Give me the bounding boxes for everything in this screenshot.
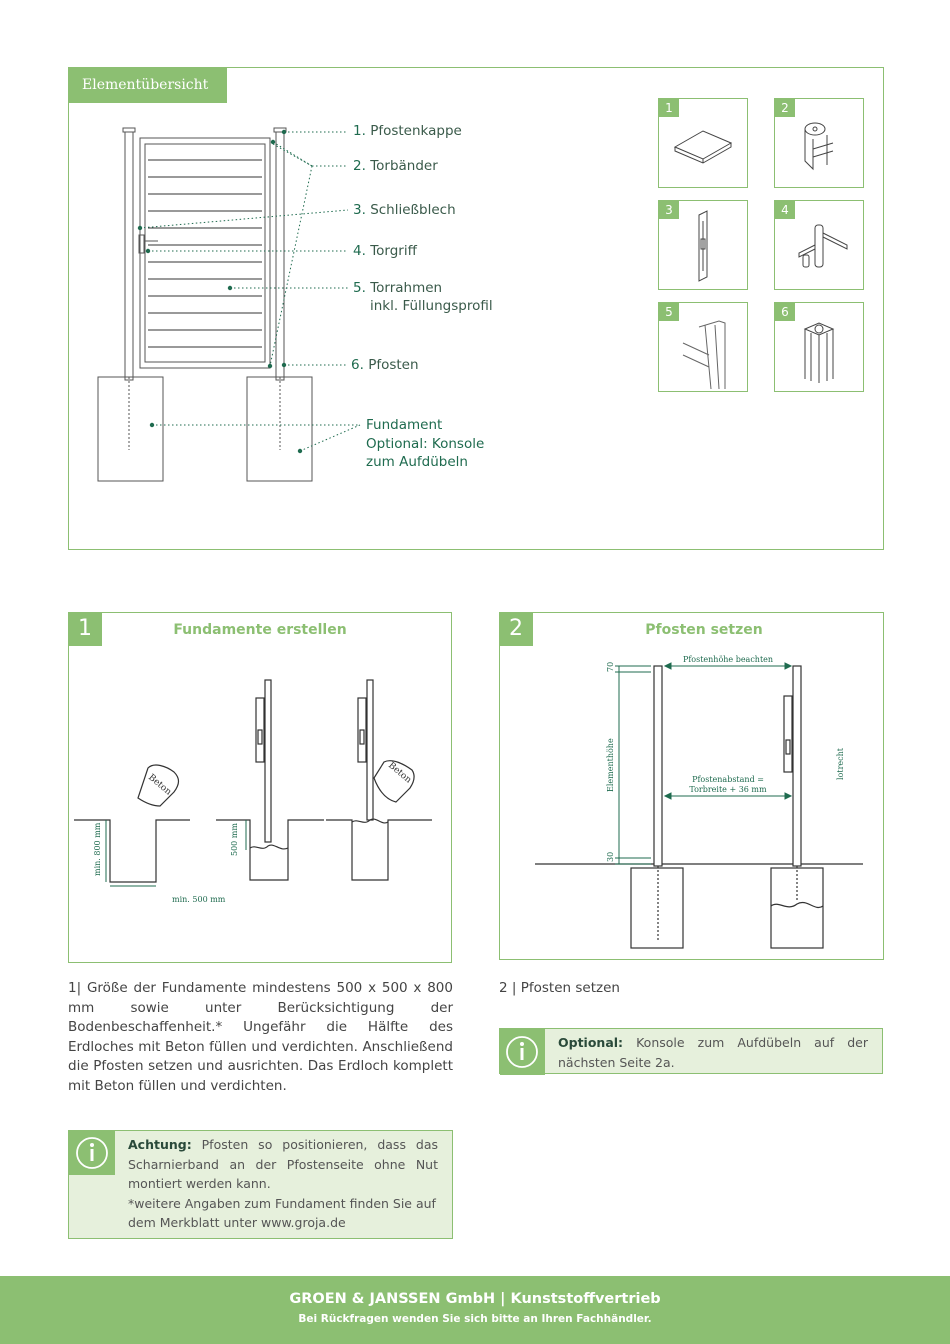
thumb-number: 3 xyxy=(659,201,679,219)
footer-company: GROEN & JANSSEN GmbH | Kunststoffvertrieb xyxy=(289,1291,661,1307)
info-icon xyxy=(69,1131,115,1175)
thumb-torbaender xyxy=(774,98,864,188)
handle-icon xyxy=(775,201,865,291)
optional-note-text xyxy=(558,1033,868,1072)
foundation-label xyxy=(366,416,484,472)
warning-note-text xyxy=(128,1135,438,1233)
cap-icon xyxy=(659,99,749,189)
bag-label-2: Beton xyxy=(386,760,414,786)
thumb-pfosten xyxy=(774,302,864,392)
info-icon-box xyxy=(500,1029,545,1075)
step1-text: 1| Größe der Fundamente mindestens 500 x 500 x 800 mm sowie unter Berücksichtigung der Bodenbeschaffenheit.* Ungefähr die Hälfte des Erdloches mit Beton füllen und verdichten. Anschließend die Pfosten setzen und ausrichten. Das Erdloch komplett mit Beton füllen und verdichten. xyxy=(68,980,453,1094)
step1-half-label: 500 mm xyxy=(230,823,239,856)
thumb-pfostenkappe xyxy=(658,98,748,188)
thumb-number: 4 xyxy=(775,201,795,219)
frame-profile-icon xyxy=(659,303,749,393)
step2-drawing xyxy=(501,650,881,956)
foundation-line-1: Fundament xyxy=(366,417,443,433)
optional-note-body: Konsole zum Aufdübeln auf der nächsten Seite 2a. xyxy=(558,1035,868,1070)
info-icon-box xyxy=(69,1131,115,1175)
warning-note xyxy=(68,1130,453,1239)
optional-note-bold: Optional: xyxy=(558,1035,624,1050)
step2-title: Pfosten setzen xyxy=(645,622,763,638)
thumb-torgriff xyxy=(774,200,864,290)
info-icon xyxy=(500,1029,545,1075)
footer xyxy=(0,1276,950,1344)
step2-top-dim: 70 xyxy=(606,661,615,672)
warning-note-body: Pfosten so positionieren, dass das Scharnierband an der Pfostenseite ohne Nut montiert werden kann. xyxy=(128,1137,438,1191)
legend-item-schliessblech: 3. Schließblech xyxy=(353,202,456,218)
strike-plate-icon xyxy=(659,201,749,291)
thumb-number: 2 xyxy=(775,99,795,117)
warning-note-bold: Achtung: xyxy=(128,1137,192,1152)
step2-plumb-label: lotrecht xyxy=(836,748,845,780)
overview-title: Elementübersicht xyxy=(68,67,227,103)
thumb-number: 5 xyxy=(659,303,679,321)
thumb-number: 6 xyxy=(775,303,795,321)
footer-subline: Bei Rückfragen wenden Sie sich bitte an Ihren Fachhändler. xyxy=(298,1313,652,1325)
step2-bottom-dim: 30 xyxy=(606,851,615,862)
step2-distance-line1: Pfostenabstand = xyxy=(692,775,764,784)
step2-number: 2 xyxy=(499,612,533,646)
legend-item-pfostenkappe: 1. Pfostenkappe xyxy=(353,123,462,139)
step2-text: 2 | Pfosten setzen xyxy=(499,980,620,996)
thumb-schliessblech xyxy=(658,200,748,290)
thumb-torrahmen xyxy=(658,302,748,392)
optional-note xyxy=(499,1028,883,1074)
hinge-icon xyxy=(775,99,865,189)
step2-element-height: Elementhöhe xyxy=(606,738,615,792)
legend-item-torbaender: 2. Torbänder xyxy=(353,158,438,174)
legend-item-pfosten: 6. Pfosten xyxy=(351,357,419,373)
step2-distance-line2: Torbreite + 36 mm xyxy=(689,785,767,794)
step2-height-note: Pfostenhöhe beachten xyxy=(682,655,774,664)
step1-depth-label: min. 800 mm xyxy=(93,822,102,876)
warning-note-line2: *weitere Angaben zum Fundament finden Sie auf dem Merkblatt unter www.groja.de xyxy=(128,1195,436,1230)
warning-note-line1 xyxy=(128,1135,438,1194)
legend-item-torgriff: 4. Torgriff xyxy=(353,243,417,259)
foundation-line-3: zum Aufdübeln xyxy=(366,454,468,470)
foundation-line-2: Optional: Konsole xyxy=(366,435,485,452)
post-icon xyxy=(775,303,865,393)
thumb-number: 1 xyxy=(659,99,679,117)
step1-title: Fundamente erstellen xyxy=(173,622,347,638)
bag-label-1: Beton xyxy=(146,772,174,798)
step1-width-label: min. 500 mm xyxy=(172,895,226,904)
step1-drawing xyxy=(70,670,450,920)
legend-item-torrahmen: 5. Torrahmen xyxy=(353,280,443,296)
legend-item-torrahmen-sub: inkl. Füllungsprofil xyxy=(370,298,493,314)
step1-number: 1 xyxy=(68,612,102,646)
